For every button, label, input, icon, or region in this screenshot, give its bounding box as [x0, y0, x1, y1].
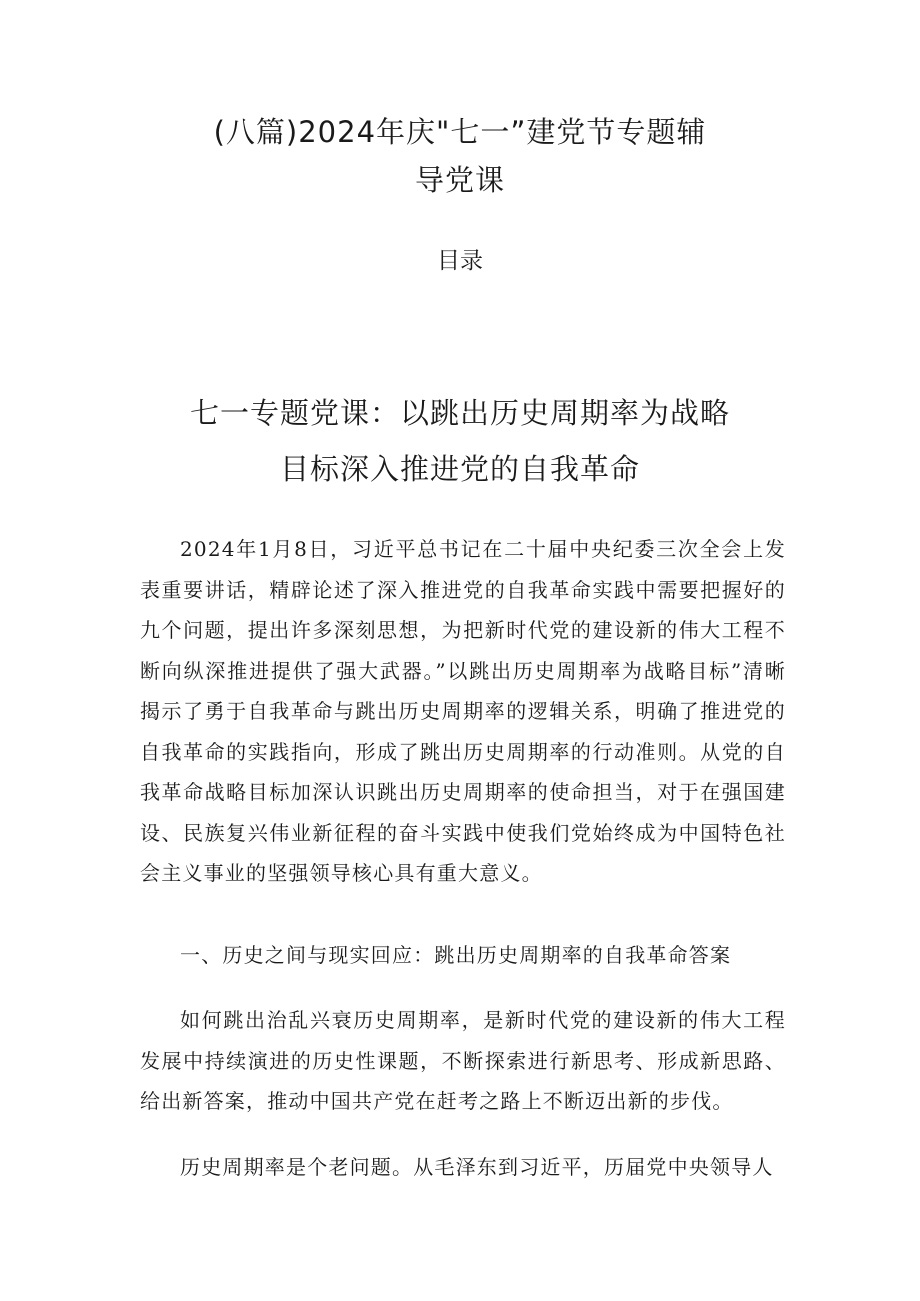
table-of-contents-heading: 目录	[437, 248, 483, 274]
body-paragraph-1: 2024年1月8日，习近平总书记在二十届中央纪委三次全会上发表重要讲话，精辟论述了深入推进党的自我革命实践中需要把握好的九个问题，提出许多深刻思想，为把新时代党的建设新的伟大工程不断向纵深推进提供了强大武器。”以跳出历史周期率为战略目标”清晰揭示了勇于自我革命与跳出历史周期率的逻辑关系，明确了推进党的自我革命的实践指向，形成了跳出历史周期率的行动准则。从党的自我革命战略目标加深认识跳出历史周期率的使命担当，对于在强国建设、民族复兴伟业新征程的奋斗实践中使我们党始终成为中国特色社会主义事业的坚强领导核心具有重大意义。	[140, 537, 786, 885]
document-title-line-2: 导党课	[414, 163, 505, 197]
article-title-line-1: 七一专题党课：以跳出历史周期率为战略	[189, 396, 730, 430]
document-title	[140, 108, 780, 204]
body-paragraph-2: 如何跳出治乱兴衰历史周期率，是新时代党的建设新的伟大工程发展中持续演进的历史性课题，不断探索进行新思考、形成新思路、给出新答案，推动中国共产党在赶考之路上不断迈出新的步伐。	[140, 1008, 786, 1113]
document-title-line-1: (八篇)2024年庆"七一”建党节专题辅	[213, 115, 707, 149]
article-title	[140, 385, 780, 497]
body-paragraph-3: 历史周期率是个老问题。从毛泽东到习近平，历届党中央领导人	[180, 1155, 774, 1179]
article-title-line-2: 目标深入推进党的自我革命	[279, 452, 640, 486]
section-heading-1: 一、历史之间与现实回应：跳出历史周期率的自我革命答案	[180, 943, 732, 967]
